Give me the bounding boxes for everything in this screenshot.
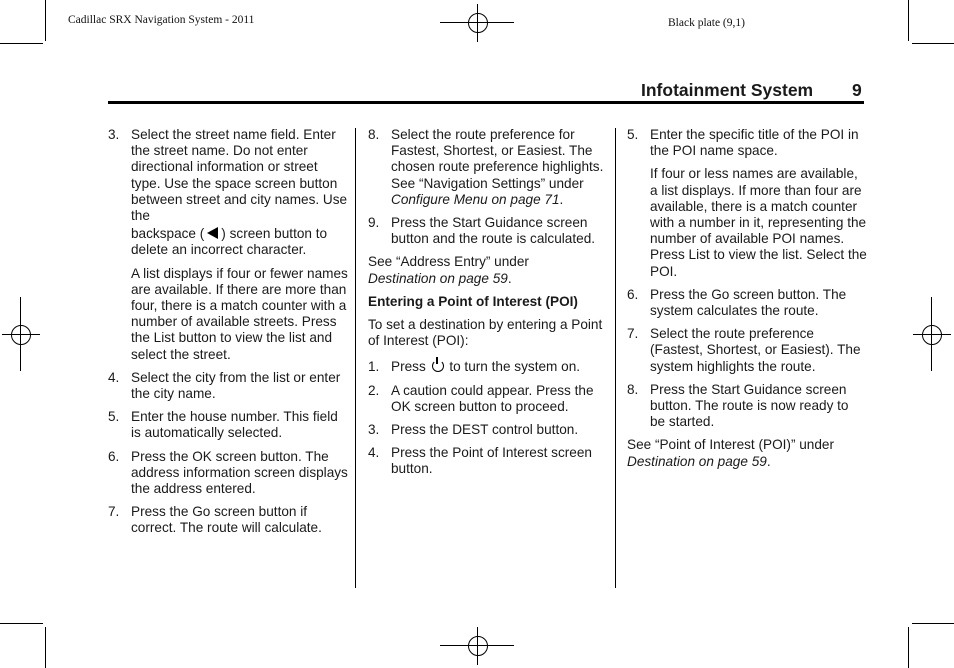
page-number: 9 [852,80,862,100]
see-also: See “Point of Interest (POI)” under Destination on page 59. [627,437,835,469]
list-item [368,359,608,375]
section-title: Infotainment System [641,80,814,100]
subsection-heading: Entering a Point of Interest (POI) [368,293,578,309]
step-number: 5. [627,127,639,142]
step-number: 8. [368,127,380,142]
column-1 [108,127,348,544]
step-number: 8. [627,381,639,397]
crop-mark [908,627,909,668]
step-number: 4. [108,369,120,385]
step-number: 2. [368,382,380,398]
step-text: Select the route preference for Fastest, Shortest, or Easiest. The chosen route preference highlights. See “Navigation Settings” under Configure Menu on page 71. [391,127,604,207]
power-icon [432,360,444,372]
list-item [368,445,608,477]
list-item [368,127,608,208]
list-item [108,504,348,536]
list-item [627,287,867,319]
list-item [368,215,608,247]
cross-reference-link[interactable]: Configure Menu on page 71 [391,191,560,207]
crop-mark [912,43,954,44]
step-text: Press the OK screen button. The address information screen displays the address entered. [131,448,348,497]
crop-mark [912,623,954,624]
step-text: Press the Start Guidance screen button. The route is now ready to be started. [650,381,849,430]
step-text: A caution could appear. Press the OK screen button to proceed. [391,382,594,414]
crop-mark [45,0,46,41]
step-number: 9. [368,215,380,231]
column-2 [368,127,608,485]
step-continuation: If four or less names are available, a list displays. If more than four are available, there is a match counter with a number in it, representing the number of available POI names. Press List to view the list. Select the POI. [650,166,867,279]
crop-mark [0,623,43,624]
step-text: Enter the house number. This field is automatically selected. [131,409,338,441]
step-number: 3. [368,422,380,438]
step-number: 3. [108,127,120,142]
print-header-plate: Black plate (9,1) [668,17,745,29]
step-text: Press the DEST control button. [391,422,579,438]
step-number: 6. [108,448,120,464]
step-text: Select the street name field. Enter the street name. Do not enter directional information or street type. Use the space screen button between street and city names. Use the [131,127,348,224]
step-number: 7. [108,504,120,520]
step-number: 5. [108,409,120,425]
step-text: Press the Point of Interest screen button. [391,445,592,477]
step-continuation: A list displays if four or fewer names are available. If there are more than four, there is a match counter with a number of available streets. Press the List button to view the list and select the street. [131,265,348,362]
crop-mark [908,0,909,41]
crop-mark [0,43,43,44]
list-item [368,422,608,438]
column-divider [615,128,616,588]
registration-mark-right [913,297,951,371]
step-text: Enter the specific title of the POI in the POI name space. [650,127,859,159]
list-item [627,326,867,375]
step-number: 6. [627,286,639,302]
registration-mark-top [440,4,514,42]
header-rule [108,101,864,104]
cross-reference-link[interactable]: Destination on page 59 [368,270,508,286]
print-header-title: Cadillac SRX Navigation System - 2011 [68,14,255,26]
registration-mark-left [2,297,40,371]
step-number: 4. [368,445,380,461]
list-item [108,449,348,498]
cross-reference-link[interactable]: Destination on page 59 [627,453,767,469]
step-text: Press to turn the system on. [391,359,581,375]
see-also: See “Address Entry” under Destination on page 59. [368,254,529,286]
step-text: Press the Start Guidance screen button and the route is calculated. [391,215,596,247]
step-text: Press the Go screen button if correct. The route will calculate. [131,504,322,536]
step-text: Select the route preference (Fastest, Shortest, or Easiest). The system highlights the route. [650,326,861,374]
column-3 [627,127,867,477]
step-text-backspace: backspace ( ) screen button to delete an incorrect character. [131,226,328,258]
intro-text: To set a destination by entering a Point of Interest (POI): [368,317,603,349]
list-item [368,383,608,415]
crop-mark [45,627,46,668]
list-item [108,127,348,363]
list-item [627,382,867,431]
backspace-arrow-icon [207,227,218,239]
list-item [627,127,867,280]
step-text: Press the Go screen button. The system calculates the route. [650,286,847,319]
step-number: 7. [627,326,639,342]
step-text: Select the city from the list or enter the city name. [131,369,341,402]
step-number: 1. [368,359,380,375]
list-item [108,409,348,441]
list-item [108,370,348,402]
column-divider [355,128,356,588]
registration-mark-bottom [440,627,514,665]
